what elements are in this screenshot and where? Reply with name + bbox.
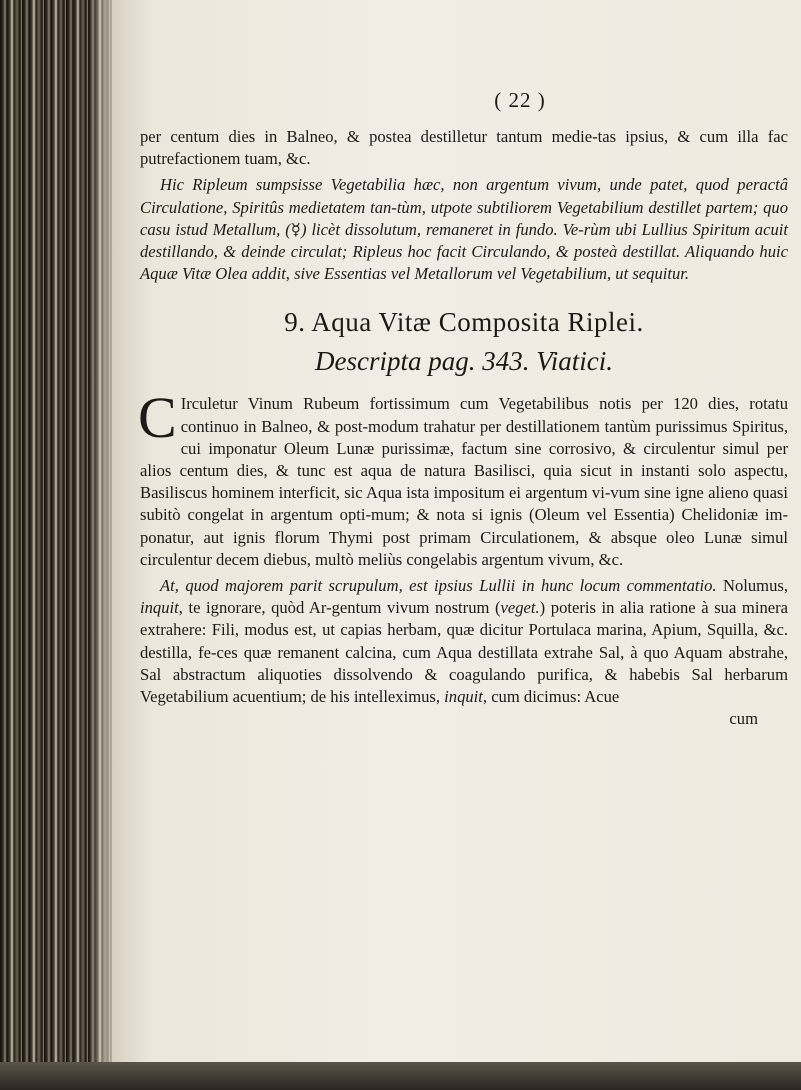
paragraph-1: per centum dies in Balneo, & postea destilletur tantum medie-tas ipsius, & cum illa fac putrefactionem tuam, &c. (140, 127, 788, 169)
paragraph-4-rest: ) poteris in alia ratione à sua minera extrahere: Fili, modus est, ut capias herbam, quæ dicitur Portulaca marina, Apium, Squilla, &c. destilla, fe-ces quæ remanent calcina, cum Aqua destillata extrahe Sal, à quo Aquam abstrahe, Sal abstractum aliquoties dissolvendo & coagulando purifica, & habebis Sal herbarum Vegetabilium acuentium; de his intelleximus, (140, 598, 788, 707)
paragraph-3 (138, 385, 788, 571)
paragraph-4-mid: , te ignorare, quòd Ar-gentum vivum nostrum ( (178, 598, 501, 618)
paragraph-4 (140, 575, 788, 708)
text-block (258, 88, 786, 117)
section-subheading: Descripta pag. 343. Viatici. (315, 346, 613, 377)
paragraph-4-end: , cum dicimus: Acue (482, 687, 620, 707)
paragraph-4-inquit-1: inquit (140, 598, 179, 618)
body-text (140, 126, 788, 730)
paragraph-3-text: Irculetur Vinum Rubeum fortissimum cum Vegetabilibus notis per 120 dies, rotatu continuo in Balneo, & post-modum trahatur per destillationem tantùm purissimus Spiritus, cui imponatur Oleum Lunæ purissimæ, factum sine corrosivo, & circulentur simul per alios centum dies, & tunc est aqua de natura Basilisci, quia sicut in instanti solo aspectu, Basiliscus hominem interficit, sic Aqua ista impositum ei argentum vi-vum sine igne alieno quasi subitò congelat in argentum opti-mum; & nota si ignis (Oleum vel Essentia) Chelidoniæ im-ponatur, aut ignis florum Thymi post primam Circulationem, & absque oleo Lunæ simul circulentur decem diebus, multò meliùs congelabis argentum vivum, &c. (140, 394, 788, 569)
paragraph-4-nolumus: Nolumus, (716, 576, 788, 596)
paragraph-4-inquit-2: inquit (444, 687, 483, 707)
catchword: cum (729, 709, 758, 729)
paragraph-4-italic: At, quod majorem parit scrupulum, est ipsius Lullii in hunc locum commentatio. (160, 576, 717, 596)
page-number: ( 22 ) (494, 88, 546, 112)
paragraph-4-veget: veget. (500, 598, 540, 618)
paragraph-2: Hic Ripleum sumpsisse Vegetabilia hæc, non argentum vivum, unde patet, quod peractâ Circulatione, Spiritûs medietatem tan-tùm, utpote subtiliorem Vegetabilium destillet partem; quo casu istud Metallum, (☿) licèt dissolutum, remaneret in fundo. Ve-rùm ubi Lullius Spiritum acuit destillando, & deinde circulat; Ripleus hoc facit Circulando, & posteà destillat. Aliquando huic Aquæ Vitæ Olea addit, sive Essentias vel Metallorum vel Vegetabilium, ut sequitur. (140, 175, 788, 284)
drop-capital: C (138, 385, 177, 451)
book-binding (0, 0, 118, 1090)
section-heading: 9. Aqua Vitæ Composita Riplei. (284, 307, 644, 338)
page-bottom-edge (0, 1062, 801, 1090)
